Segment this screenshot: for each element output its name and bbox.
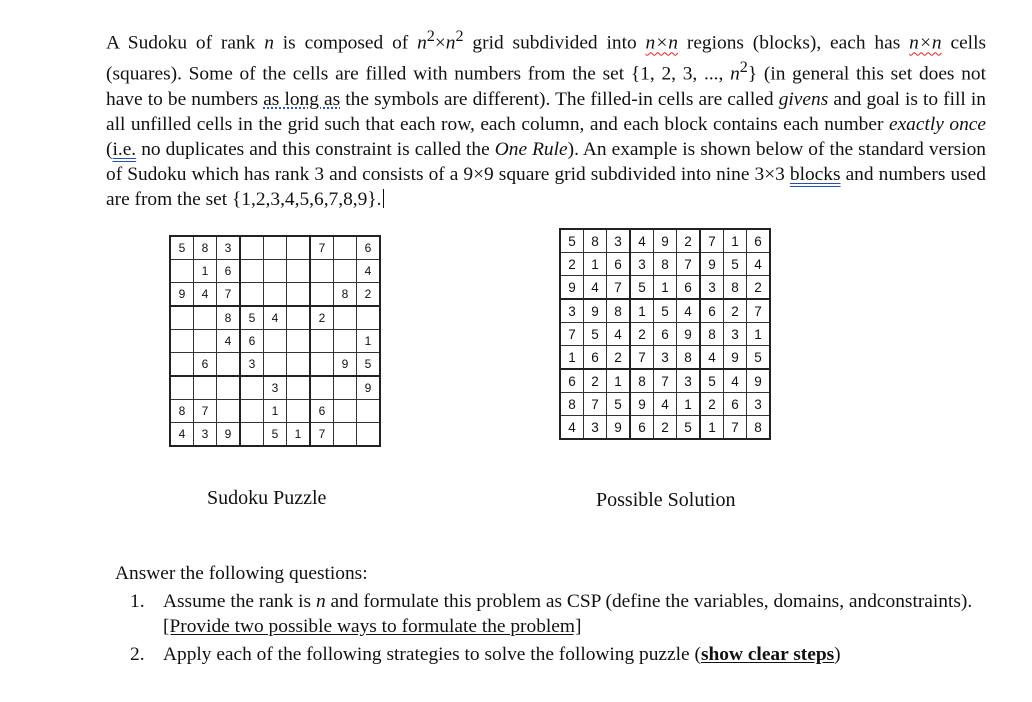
grid-cell	[334, 306, 357, 330]
grid-cell: 5	[264, 423, 287, 447]
grid-cell	[240, 260, 264, 283]
grid-row	[560, 276, 770, 300]
grid-cell: 6	[724, 393, 747, 416]
grammar-mark: as long as	[263, 88, 341, 110]
grid-cell: 9	[357, 376, 381, 400]
grid-cell: 7	[677, 253, 701, 276]
grid-cell: 9	[334, 353, 357, 377]
grid-cell: 6	[700, 299, 724, 323]
grid-cell: 6	[194, 353, 217, 377]
grid-cell: 6	[747, 229, 771, 253]
grid-cell: 2	[700, 393, 724, 416]
grid-cell: 3	[217, 236, 241, 260]
grid-row	[170, 376, 380, 400]
grid-cell: 7	[560, 323, 584, 346]
grid-cell	[334, 376, 357, 400]
grid-cell: 4	[747, 253, 771, 276]
grid-cell: 1	[700, 416, 724, 440]
grid-cell: 6	[357, 236, 381, 260]
grid-cell: 1	[677, 393, 701, 416]
grid-cell	[287, 330, 311, 353]
grid-cell: 6	[677, 276, 701, 300]
grid-cell	[334, 330, 357, 353]
grid-cell: 8	[584, 229, 607, 253]
grid-cell: 4	[217, 330, 241, 353]
grid-cell: 2	[654, 416, 677, 440]
grid-cell: 4	[560, 416, 584, 440]
grid-cell: 9	[560, 276, 584, 300]
grid-cell: 4	[724, 369, 747, 393]
grid-cell: 3	[747, 393, 771, 416]
grid-cell: 3	[677, 369, 701, 393]
grid-cell	[194, 376, 217, 400]
grid-cell: 8	[654, 253, 677, 276]
grid-cell: 6	[630, 416, 654, 440]
grid-cell: 9	[654, 229, 677, 253]
grid-cell: 7	[607, 276, 631, 300]
grid-cell: 9	[607, 416, 631, 440]
grid-cell: 9	[700, 253, 724, 276]
grid-cell: 1	[560, 346, 584, 370]
grid-cell	[240, 400, 264, 423]
grid-cell: 6	[560, 369, 584, 393]
grid-cell: 4	[170, 423, 194, 447]
grid-cell: 4	[654, 393, 677, 416]
grid-cell: 2	[630, 323, 654, 346]
grid-cell	[264, 330, 287, 353]
grid-cell	[194, 330, 217, 353]
text-cursor	[383, 189, 384, 208]
grid-cell: 7	[654, 369, 677, 393]
grid-cell: 7	[700, 229, 724, 253]
grid-cell	[287, 236, 311, 260]
grid-cell: 2	[747, 276, 771, 300]
grid-row	[170, 330, 380, 353]
grid-cell	[264, 236, 287, 260]
grid-cell: 2	[607, 346, 631, 370]
grid-cell: 8	[560, 393, 584, 416]
grid-cell: 7	[630, 346, 654, 370]
grid-cell: 6	[217, 260, 241, 283]
grid-row	[170, 260, 380, 283]
grid-cell: 4	[194, 283, 217, 307]
grid-row	[560, 393, 770, 416]
grid-row	[560, 369, 770, 393]
grid-cell: 5	[357, 353, 381, 377]
grid-cell	[170, 353, 194, 377]
grid-cell: 3	[264, 376, 287, 400]
grid-cell	[240, 423, 264, 447]
grid-cell: 3	[654, 346, 677, 370]
sudoku-puzzle-grid	[169, 235, 381, 447]
grid-row	[560, 346, 770, 370]
grid-cell: 7	[217, 283, 241, 307]
grid-cell: 7	[310, 236, 334, 260]
grid-cell: 1	[607, 369, 631, 393]
intro-paragraph: A Sudoku of rank n is composed of $n^2\times n^2$ grid subdivided into n×n regions (blocks), each has n×n cells (squares). Some of the cells are filled with numbers from the set {1, 2, 3, ..., $n^2$} (in general this set does not have to be numbers as long as the symbols are different). The filled-in cells are called givens and goal is to fill in all unfilled cells in the grid such that each row, each column, and each block contains each number exactly once (i.e. no duplicates and this constraint is called the One Rule). An example is shown below of the standard version of Sudoku which has rank 3 and consists of a 9×9 square grid subdivided into nine 3×3 blocks and numbers used are from the set {1,2,3,4,5,6,7,8,9}.	[106, 28, 986, 210]
grid-cell: 1	[724, 229, 747, 253]
grid-cell: 3	[194, 423, 217, 447]
grid-cell: 1	[287, 423, 311, 447]
sudoku-solution-grid	[559, 228, 771, 440]
grid-cell: 4	[630, 229, 654, 253]
grid-cell: 8	[700, 323, 724, 346]
grid-cell: 1	[630, 299, 654, 323]
grid-cell: 2	[560, 253, 584, 276]
puzzle-caption: Sudoku Puzzle	[207, 487, 327, 509]
grid-cell	[264, 283, 287, 307]
grid-cell	[357, 423, 381, 447]
grid-cell: 6	[240, 330, 264, 353]
grid-cell: 8	[170, 400, 194, 423]
grid-cell: 4	[607, 323, 631, 346]
grid-cell: 2	[677, 229, 701, 253]
grid-cell: 6	[584, 346, 607, 370]
grammar-mark: i.e.	[112, 138, 137, 160]
grid-cell: 5	[170, 236, 194, 260]
grid-cell: 7	[194, 400, 217, 423]
grid-cell	[334, 423, 357, 447]
grid-cell	[287, 376, 311, 400]
grid-cell	[170, 330, 194, 353]
grid-row	[560, 299, 770, 323]
grid-cell	[287, 353, 311, 377]
grid-cell: 7	[747, 299, 771, 323]
formulation-link: [Provide two possible ways to formulate the problem]	[163, 616, 582, 637]
question-number: 2.	[130, 644, 145, 665]
grid-cell: 3	[630, 253, 654, 276]
grid-cell	[217, 376, 241, 400]
grid-cell: 9	[747, 369, 771, 393]
grid-cell: 3	[240, 353, 264, 377]
grid-cell	[264, 353, 287, 377]
grid-row	[170, 306, 380, 330]
grid-cell: 8	[677, 346, 701, 370]
grid-cell	[170, 260, 194, 283]
grid-cell: 5	[700, 369, 724, 393]
grid-cell: 5	[630, 276, 654, 300]
grid-cell	[310, 260, 334, 283]
grid-row	[560, 229, 770, 253]
grid-cell: 6	[654, 323, 677, 346]
grid-cell: 6	[607, 253, 631, 276]
grid-cell: 4	[700, 346, 724, 370]
grid-cell: 4	[357, 260, 381, 283]
grid-cell	[217, 400, 241, 423]
grid-cell: 9	[724, 346, 747, 370]
grid-cell: 8	[334, 283, 357, 307]
grid-cell: 8	[194, 236, 217, 260]
grid-cell: 3	[700, 276, 724, 300]
grid-cell: 5	[560, 229, 584, 253]
grid-cell	[287, 260, 311, 283]
grid-cell	[194, 306, 217, 330]
grid-cell: 4	[677, 299, 701, 323]
grid-cell: 1	[654, 276, 677, 300]
grid-cell	[264, 260, 287, 283]
grid-cell: 5	[607, 393, 631, 416]
grid-cell: 8	[724, 276, 747, 300]
grid-cell: 7	[310, 423, 334, 447]
grid-cell	[357, 306, 381, 330]
grid-cell: 1	[584, 253, 607, 276]
grid-cell: 9	[677, 323, 701, 346]
grid-cell	[287, 306, 311, 330]
grid-cell	[334, 260, 357, 283]
questions-section	[115, 561, 975, 670]
grid-cell: 3	[560, 299, 584, 323]
grid-cell	[240, 236, 264, 260]
grid-row	[170, 283, 380, 307]
grid-cell: 8	[747, 416, 771, 440]
grid-cell: 8	[630, 369, 654, 393]
grid-row	[170, 353, 380, 377]
grid-cell: 5	[240, 306, 264, 330]
grid-cell	[170, 376, 194, 400]
grid-cell: 8	[607, 299, 631, 323]
grid-cell: 7	[724, 416, 747, 440]
grid-row	[170, 423, 380, 447]
grid-cell: 9	[170, 283, 194, 307]
grid-cell: 8	[217, 306, 241, 330]
emphasis-show-clear-steps: show clear steps	[700, 644, 835, 665]
grid-cell: 5	[747, 346, 771, 370]
grid-cell: 5	[724, 253, 747, 276]
grid-cell	[310, 376, 334, 400]
grid-cell: 1	[194, 260, 217, 283]
grid-cell	[287, 400, 311, 423]
grid-cell: 2	[357, 283, 381, 307]
grid-cell: 3	[724, 323, 747, 346]
grid-cell	[334, 400, 357, 423]
grid-cell: 1	[357, 330, 381, 353]
grid-cell: 5	[584, 323, 607, 346]
grid-cell	[310, 283, 334, 307]
grid-cell: 6	[310, 400, 334, 423]
grid-cell	[357, 400, 381, 423]
solution-caption: Possible Solution	[596, 489, 736, 511]
grammar-mark: blocks	[789, 163, 841, 185]
question-number: 1.	[130, 591, 145, 612]
grid-cell: 3	[584, 416, 607, 440]
grid-cell	[310, 330, 334, 353]
grid-cell	[217, 353, 241, 377]
grid-cell: 9	[630, 393, 654, 416]
grid-cell: 2	[310, 306, 334, 330]
spellcheck-nxn: n×n	[645, 32, 678, 54]
grid-cell	[310, 353, 334, 377]
grid-cell	[170, 306, 194, 330]
grid-cell: 7	[584, 393, 607, 416]
question-2: 2. Apply each of the following strategies to solve the following puzzle (show clear steps)	[130, 644, 841, 665]
grid-cell: 4	[584, 276, 607, 300]
grid-row	[560, 416, 770, 440]
grid-row	[560, 323, 770, 346]
questions-heading: Answer the following questions:	[115, 563, 368, 584]
grid-cell: 5	[654, 299, 677, 323]
grid-cell	[240, 376, 264, 400]
grid-cell	[287, 283, 311, 307]
grid-cell	[334, 236, 357, 260]
grid-cell: 1	[264, 400, 287, 423]
grid-cell: 9	[584, 299, 607, 323]
grid-cell: 2	[584, 369, 607, 393]
grid-row	[170, 400, 380, 423]
grid-cell	[240, 283, 264, 307]
grid-row	[170, 236, 380, 260]
grid-cell: 5	[677, 416, 701, 440]
grid-cell: 2	[724, 299, 747, 323]
grid-cell: 1	[747, 323, 771, 346]
grid-cell: 4	[264, 306, 287, 330]
spellcheck-nxn: n×n	[909, 32, 942, 54]
question-1: 1. Assume the rank is n and formulate this problem as CSP (define the variables, domains, andconstraints). [Provide two possible ways to formulate the problem]	[130, 591, 973, 637]
grid-row	[560, 253, 770, 276]
grid-cell: 3	[607, 229, 631, 253]
grid-cell: 9	[217, 423, 241, 447]
